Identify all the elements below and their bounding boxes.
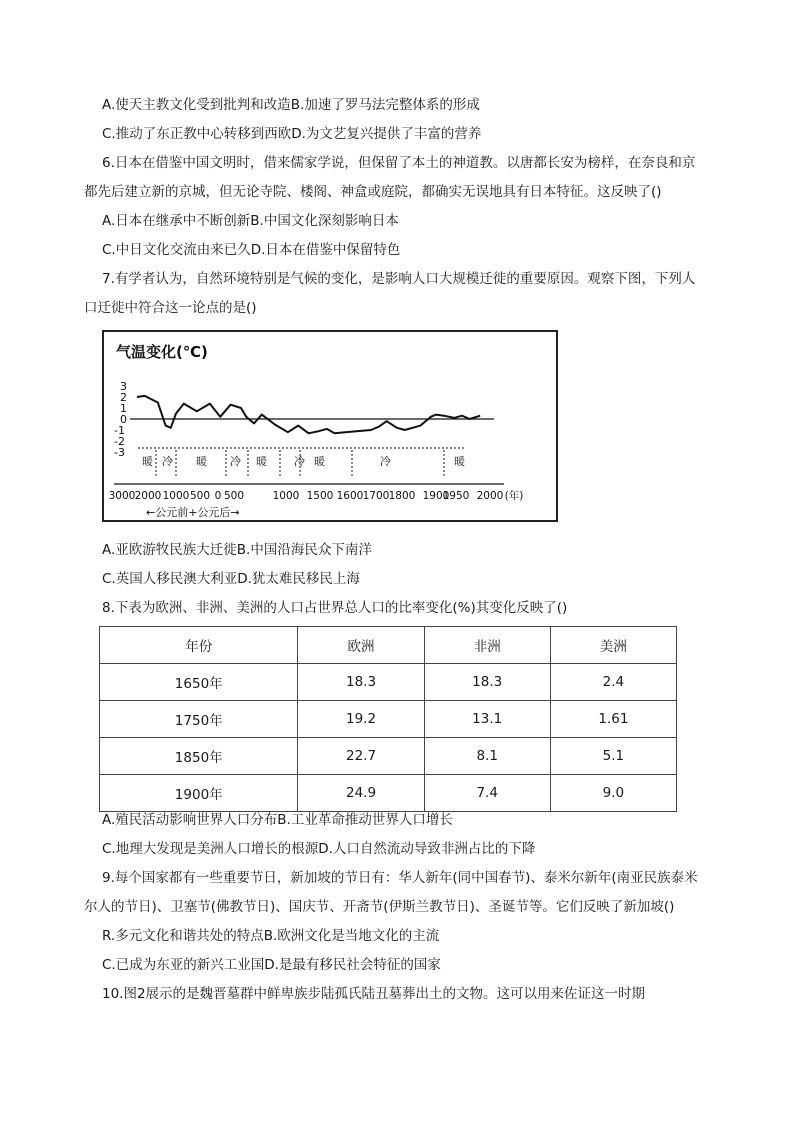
q9-stem-line-1: 9.每个国家都有一些重要节日，新加坡的节日有：华人新年(同中国春节)、泰米尔新年(南亚民族泰米 bbox=[102, 870, 698, 886]
y-tick-label: 2 bbox=[120, 391, 127, 404]
table-cell: 18.3 bbox=[298, 664, 424, 701]
temperature-chart bbox=[102, 330, 558, 522]
q6-stem-line-2: 都先后建立新的京城，但无论寺院、楼阁、神盒或庭院，都确实无误地具有日本特征。这反映了() bbox=[84, 184, 662, 200]
x-tick-label: (年) bbox=[504, 490, 524, 502]
q7-option-cd: C.英国人移民澳大利亚D.犹太难民移民上海 bbox=[102, 571, 360, 587]
table-cell: 18.3 bbox=[424, 664, 550, 701]
table-row bbox=[100, 738, 677, 775]
table-cell: 7.4 bbox=[424, 775, 550, 812]
table-cell: 22.7 bbox=[298, 738, 424, 775]
period-label: 冷 bbox=[162, 455, 173, 468]
y-tick-label: 0 bbox=[120, 413, 127, 426]
q7-stem-line-1: 7.有学者认为，自然环境特别是气候的变化，是影响人口大规模迁徙的重要原因。观察下图，下列人 bbox=[102, 271, 696, 287]
y-tick-label: -1 bbox=[114, 424, 125, 437]
period-label: 暖 bbox=[142, 455, 153, 468]
q10-stem-line-1: 10.图2展示的是魏晋墓群中鲜卑族步陆孤氏陆丑墓葬出土的文物。这可以用来佐证这一时期 bbox=[102, 986, 646, 1002]
table-header-cell: 美洲 bbox=[550, 627, 676, 664]
population-table bbox=[99, 626, 677, 812]
q6-option-ab: A.日本在继承中不断创新B.中国文化深刻影响日本 bbox=[102, 213, 399, 229]
temperature-chart-svg bbox=[104, 332, 556, 520]
period-label: 冷 bbox=[380, 455, 391, 468]
table-cell: 1.61 bbox=[550, 701, 676, 738]
q5-option-ab: A.使天主教文化受到批判和改造B.加速了罗马法完整体系的形成 bbox=[102, 97, 480, 113]
x-tick-label: 1000 bbox=[272, 490, 300, 502]
x-tick-label: 2000 bbox=[134, 490, 162, 502]
period-label: 暖 bbox=[454, 455, 465, 468]
q5-option-cd: C.推动了东正教中心转移到西欧D.为文艺复兴提供了丰富的营养 bbox=[102, 126, 482, 142]
y-tick-label: -2 bbox=[114, 435, 125, 448]
table-header-cell: 年份 bbox=[100, 627, 298, 664]
table-row bbox=[100, 775, 677, 812]
q9-stem-line-2: 尔人的节日)、卫塞节(佛教节日)、国庆节、开斋节(伊斯兰教节日)、圣诞节等。它们反映了新加坡() bbox=[84, 899, 675, 915]
q7-stem-line-2: 口迁徙中符合这一论点的是() bbox=[84, 300, 257, 316]
table-cell: 5.1 bbox=[550, 738, 676, 775]
q6-stem-line-1: 6.日本在借鉴中国文明时，借来儒家学说，但保留了本土的神道教。以唐都长安为榜样，在奈良和京 bbox=[102, 155, 696, 171]
table-row bbox=[100, 664, 677, 701]
x-tick-label: 1700 bbox=[362, 490, 390, 502]
period-label: 冷 bbox=[230, 455, 241, 468]
period-label: 暖 bbox=[196, 455, 207, 468]
y-tick-label: -3 bbox=[114, 446, 125, 459]
period-label: 暖 bbox=[314, 455, 325, 468]
q8-option-cd: C.地理大发现是美洲人口增长的根源D.人口自然流动导致非洲占比的下降 bbox=[102, 841, 536, 857]
x-tick-label: 1900 bbox=[422, 490, 450, 502]
x-tick-label: 1800 bbox=[388, 490, 416, 502]
x-tick-label: 1600 bbox=[336, 490, 364, 502]
table-cell: 1900年 bbox=[100, 775, 298, 812]
period-label: 暖 bbox=[256, 455, 267, 468]
temperature-curve bbox=[137, 396, 480, 433]
table-cell: 1650年 bbox=[100, 664, 298, 701]
q8-stem: 8.下表为欧洲、非洲、美洲的人口占世界总人口的比率变化(%)其变化反映了() bbox=[102, 600, 568, 616]
table-cell: 9.0 bbox=[550, 775, 676, 812]
chart-title: 气温变化(℃) bbox=[116, 343, 208, 361]
q9-option-ab: R.多元文化和谐共处的特点B.欧洲文化是当地文化的主流 bbox=[102, 928, 440, 944]
x-tick-label: 500 bbox=[223, 490, 245, 502]
q6-option-cd: C.中日文化交流由来已久D.日本在借鉴中保留特色 bbox=[102, 242, 401, 258]
x-tick-label: 1000 bbox=[162, 490, 190, 502]
q8-option-ab: A.殖民活动影响世界人口分布B.工业革命推动世界人口增长 bbox=[102, 812, 453, 828]
table-header-cell: 欧洲 bbox=[298, 627, 424, 664]
y-tick-label: 1 bbox=[120, 402, 127, 415]
x-tick-label: 2000 bbox=[476, 490, 504, 502]
x-tick-label: 0 bbox=[214, 490, 222, 502]
table-cell: 1750年 bbox=[100, 701, 298, 738]
era-label: ←公元前+公元后→ bbox=[146, 506, 240, 519]
x-tick-label: 1950 bbox=[442, 490, 470, 502]
table-header-cell: 非洲 bbox=[424, 627, 550, 664]
table-cell: 19.2 bbox=[298, 701, 424, 738]
table-row bbox=[100, 701, 677, 738]
table-cell: 1850年 bbox=[100, 738, 298, 775]
q7-option-ab: A.亚欧游牧民族大迁徙B.中国沿海民众下南洋 bbox=[102, 542, 372, 558]
q9-option-cd: C.已成为东亚的新兴工业国D.是最有移民社会特征的国家 bbox=[102, 957, 441, 973]
x-tick-label: 3000 bbox=[108, 490, 136, 502]
x-tick-label: 500 bbox=[189, 490, 211, 502]
table-cell: 2.4 bbox=[550, 664, 676, 701]
period-label: 冷 bbox=[294, 455, 305, 468]
x-tick-label: 1500 bbox=[306, 490, 334, 502]
y-tick-label: 3 bbox=[120, 380, 127, 393]
table-cell: 13.1 bbox=[424, 701, 550, 738]
table-header-row bbox=[100, 627, 677, 664]
table-cell: 8.1 bbox=[424, 738, 550, 775]
table-cell: 24.9 bbox=[298, 775, 424, 812]
